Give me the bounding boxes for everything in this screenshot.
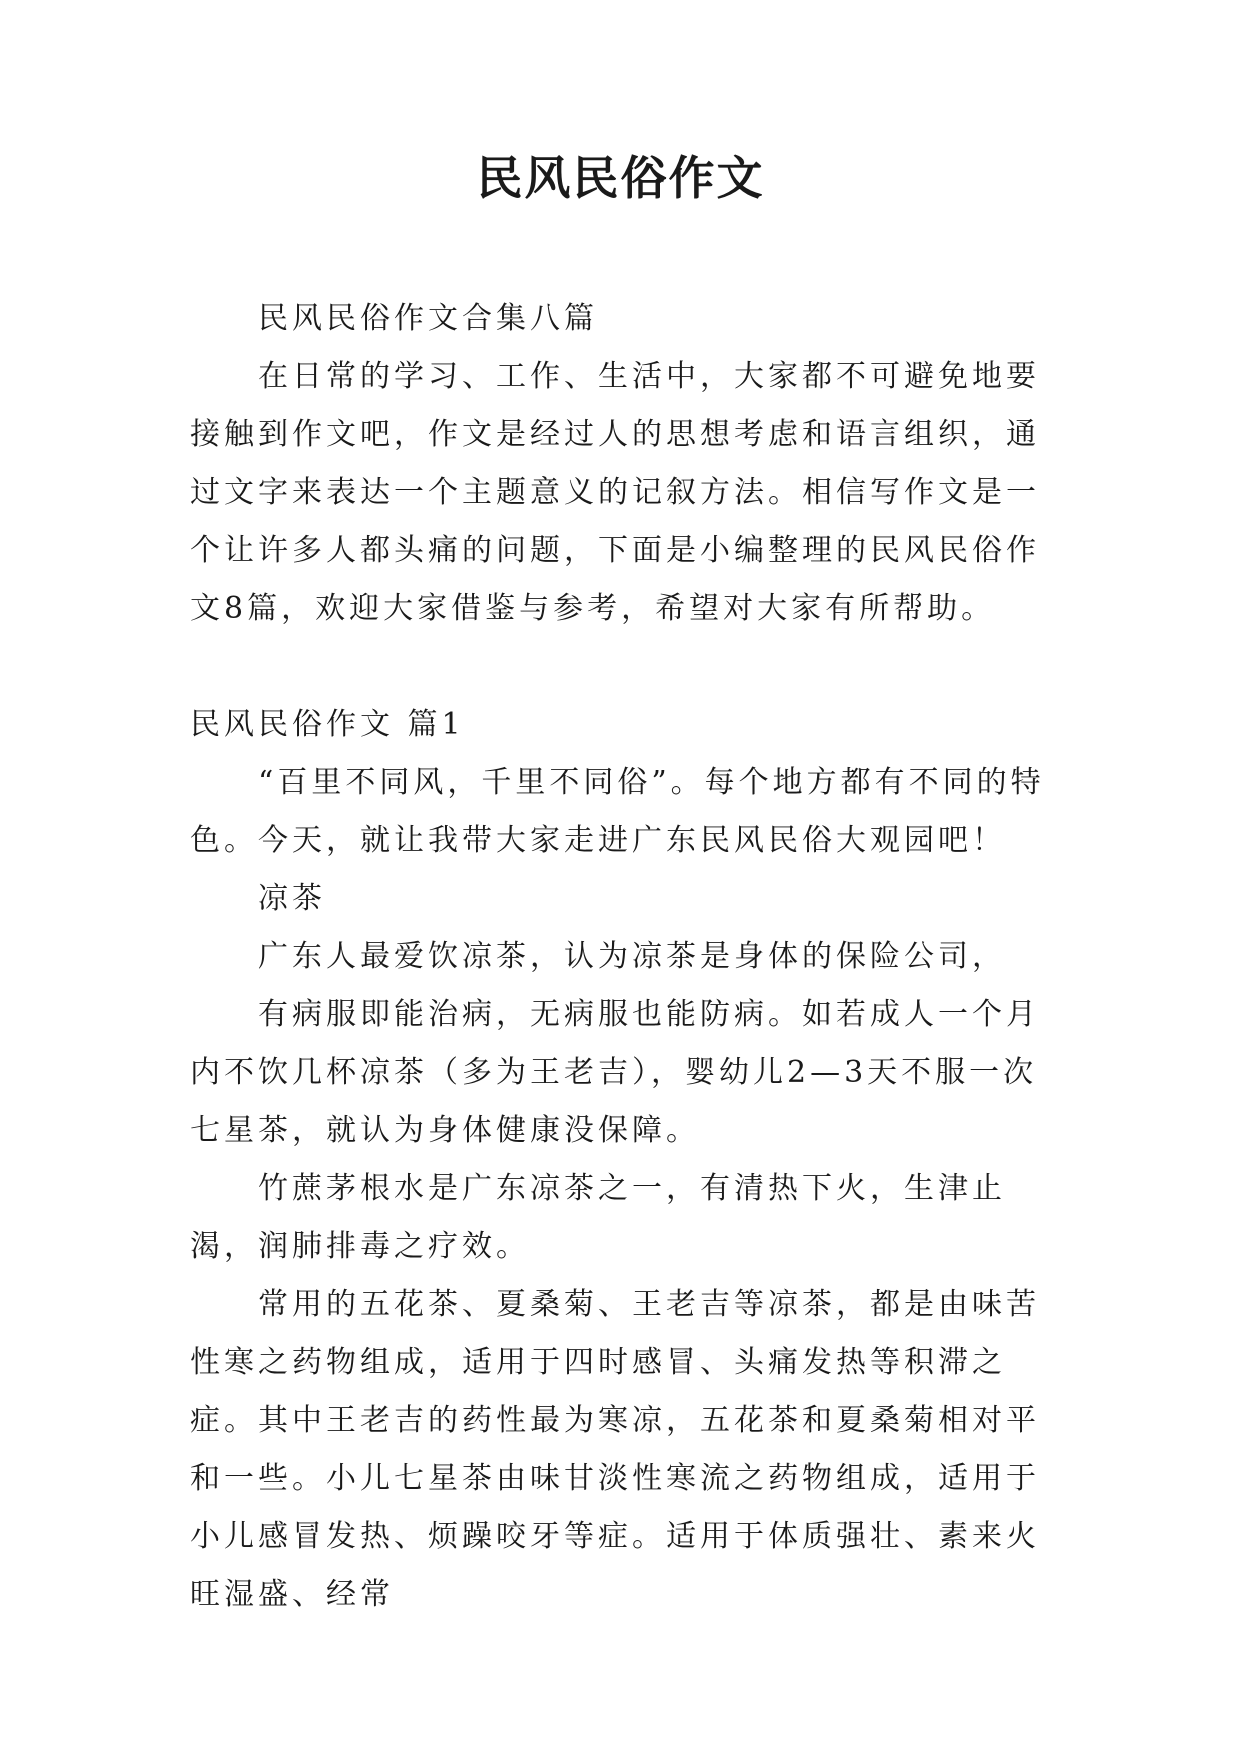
collection-subtitle: 民风民俗作文合集八篇: [258, 301, 598, 336]
intro-paragraph: 在日常的学习、工作、生活中，大家都不可避免地要接触到作文吧，作文是经过人的思想考虑和语言组织，通过文字来表达一个主题意义的记叙方法。相信写作文是一个让许多人都头痛的问题，下面是小编整理的民风民俗作文8篇，欢迎大家借鉴与参考，希望对大家有所帮助。: [190, 359, 1040, 626]
document-body: [190, 290, 1052, 1624]
body-paragraph: “百里不同风，千里不同俗”。每个地方都有不同的特色。今天，就让我带大家走进广东民风民俗大观园吧！: [190, 765, 1045, 858]
body-paragraph: 广东人最爱饮凉茶，认为凉茶是身体的保险公司，: [258, 939, 1006, 974]
section-heading: 凉茶: [258, 881, 326, 916]
body-paragraph: 常用的五花茶、夏桑菊、王老吉等凉茶，都是由味苦性寒之药物组成，适用于四时感冒、头痛发热等积滞之症。其中王老吉的药性最为寒凉，五花茶和夏桑菊相对平和一些。小儿七星茶由味甘淡性寒流之药物组成，适用于小儿感冒发热、烦躁咬牙等症。适用于体质强壮、素来火旺湿盛、经常: [190, 1287, 1040, 1612]
document-title: 民风民俗作文: [476, 151, 765, 205]
body-paragraph: 竹蔗茅根水是广东凉茶之一，有清热下火，生津止渴，润肺排毒之疗效。: [190, 1171, 1006, 1264]
essay-heading: 民风民俗作文 篇1: [190, 707, 465, 742]
body-paragraph: 有病服即能治病，无病服也能防病。如若成人一个月内不饮几杯凉茶（多为王老吉），婴幼儿2—3天不服一次七星茶，就认为身体健康没保障。: [190, 997, 1040, 1148]
